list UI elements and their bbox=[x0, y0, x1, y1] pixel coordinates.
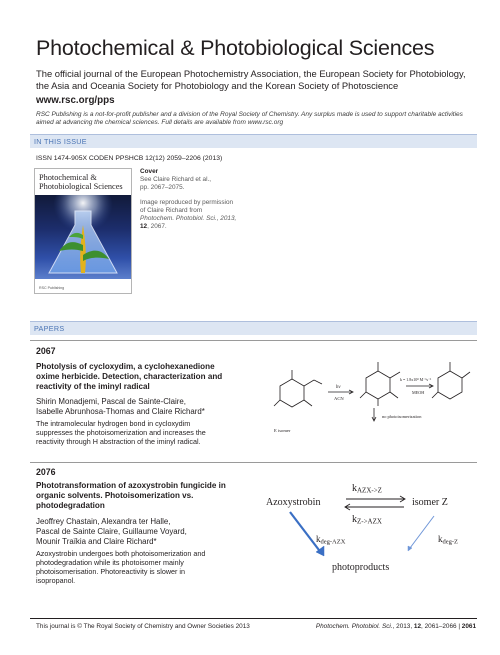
journal-title: Photochemical & Photobiological Sciences bbox=[36, 36, 435, 60]
cover-publisher: RSC Publishing bbox=[39, 286, 65, 290]
in-this-issue-bar bbox=[30, 134, 477, 148]
footer-copyright: This journal is © The Royal Society of Chemistry and Owner Societies 2013 bbox=[36, 623, 250, 630]
article-title[interactable]: Photolysis of cycloxydim, a cyclohexanedione oxime herbicide. Detection, characterization and reactivity of the iminyl radical bbox=[36, 362, 223, 391]
article-abstract: Azoxystrobin undergoes both photoisomerization and photodegradation while its photoisomer mainly photoisomerisation. Photoreactivity is slower in isopropanol. bbox=[36, 549, 206, 585]
journal-url[interactable]: www.rsc.org/pps bbox=[36, 95, 115, 106]
label-rate-constant: k = 1.8x10⁸ M⁻¹s⁻¹ bbox=[400, 377, 432, 382]
issn-line: ISSN 1474-905X CODEN PPSHCB 12(12) 2059–2206 (2013) bbox=[36, 155, 223, 162]
article-page-number: 2076 bbox=[36, 467, 56, 477]
label-no-photoisomerization: no photoisomerization bbox=[382, 414, 422, 419]
article-divider bbox=[30, 340, 477, 341]
cycloxydim-reaction-scheme bbox=[270, 356, 475, 456]
label-k-deg-azx: kdeg-AZX bbox=[316, 534, 346, 546]
label-k-deg-z: kdeg-Z bbox=[438, 534, 459, 546]
label-meoh: MEOH bbox=[412, 390, 425, 395]
label-photoproducts: photoproducts bbox=[332, 562, 390, 573]
papers-bar bbox=[30, 321, 477, 335]
label-k-forward: kAZX->Z bbox=[352, 483, 382, 495]
article-abstract: The intramolecular hydrogen bond in cycloxydim suppresses the photoisomerization and increases the reactivity through H abstraction of the iminyl radical. bbox=[36, 419, 206, 446]
azoxystrobin-reaction-scheme bbox=[262, 474, 476, 584]
label-k-reverse: kZ->AZX bbox=[352, 514, 382, 526]
cover-image[interactable] bbox=[34, 168, 132, 294]
cover-caption: Cover See Claire Richard et al., pp. 2067–2075. Image reproduced by permission of Claire Richard from Photochem. Photobiol. Sci., 2013, 12, 2067. bbox=[140, 168, 237, 231]
article-title[interactable]: Phototransformation of azoxystrobin fungicide in organic solvents. Photoisomerization vs. photodegradation bbox=[36, 481, 226, 510]
label-e-isomer: E isomer bbox=[274, 428, 291, 433]
article-authors: Jeoffrey Chastain, Alexandra ter Halle, Pascal de Sainte Claire, Guillaume Voyard, Mounir Traïkia and Claire Richard* bbox=[36, 517, 187, 546]
article-authors: Shirin Monadjemi, Pascal de Sainte-Claire, Isabelle Abrunhosa-Thomas and Claire Richard* bbox=[36, 397, 205, 416]
in-this-issue-label: IN THIS ISSUE bbox=[34, 137, 87, 146]
page-number: 2061 bbox=[461, 623, 476, 630]
molecule-radical bbox=[366, 371, 390, 399]
article-divider bbox=[30, 462, 477, 463]
cover-artwork bbox=[35, 195, 131, 279]
molecule-e-isomer bbox=[280, 379, 304, 407]
footer-rule bbox=[30, 618, 477, 619]
label-azoxystrobin: Azoxystrobin bbox=[266, 497, 321, 508]
footer-citation: Photochem. Photobiol. Sci., 2013, 12, 2061–2066 | 2061 bbox=[315, 623, 476, 630]
papers-label: PAPERS bbox=[34, 324, 65, 333]
molecule-product bbox=[438, 371, 462, 399]
publisher-note: RSC Publishing is a not-for-profit publisher and a division of the Royal Society of Chemistry. Any surplus made is used to support charitable activities aimed at advancing the chemical sciences. Full details are available from www.rsc.org bbox=[36, 111, 463, 127]
label-hv: hν bbox=[336, 385, 341, 390]
label-acn: ACN bbox=[334, 396, 344, 401]
journal-subtitle: The official journal of the European Photochemistry Association, the European Society for Photobiology, the Asia and Oceania Society for Photobiology and the Korean Society of Photoscience bbox=[36, 68, 466, 91]
flask-illustration bbox=[35, 195, 131, 279]
cover-title: Photochemical & Photobiological Sciences bbox=[39, 173, 123, 191]
label-isomer-z: isomer Z bbox=[412, 497, 448, 508]
article-page-number: 2067 bbox=[36, 346, 56, 356]
